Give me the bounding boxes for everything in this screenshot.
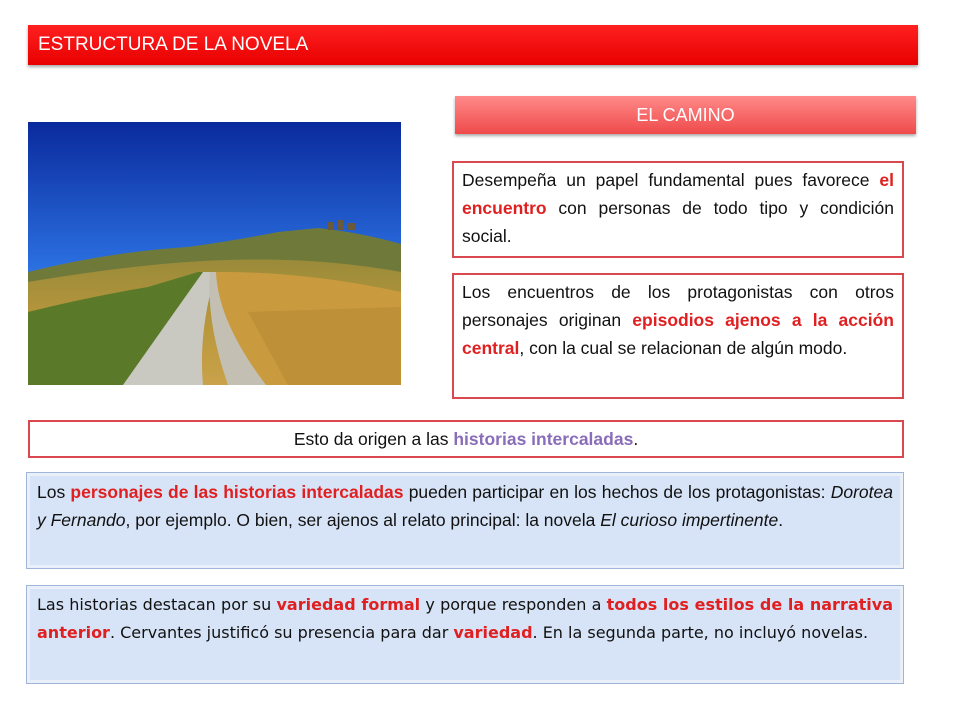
text-segment: Desempeña un papel fundamental pues favorece [462, 170, 880, 190]
text-segment: pueden participar en los hechos de los protagonistas: [403, 482, 831, 502]
highlight-personajes: personajes de las historias intercaladas [70, 482, 404, 502]
highlight-variedad-formal: variedad formal [276, 595, 421, 614]
text-segment: . [778, 510, 784, 530]
dirt-road-landscape-icon [28, 122, 401, 385]
text-segment: , por ejemplo. O bien, ser ajenos al relato principal: la novela [125, 510, 601, 530]
encuentros-box [452, 273, 904, 399]
text-segment: Esto da origen a las [293, 429, 454, 449]
text-segment: . [633, 429, 639, 449]
text-segment: . Cervantes justificó su presencia para dar [109, 623, 454, 642]
text-segment: Las historias destacan por su [37, 595, 277, 614]
highlight-episodios: episodios ajenos a la acción central [462, 310, 894, 358]
text-segment: con personas de todo tipo y condición social. [462, 198, 894, 246]
italic-curioso-impertinente: El curioso impertinente [600, 510, 779, 530]
historias-origin-box [28, 420, 904, 458]
section-label-el-camino: EL CAMINO [455, 96, 916, 134]
highlight-variedad: variedad [453, 623, 533, 642]
highlight-estilos: todos los estilos de la narrativa anterior [37, 595, 893, 642]
text-segment: . En la segunda parte, no incluyó novelas. [532, 623, 869, 642]
slide-title: ESTRUCTURA DE LA NOVELA [28, 25, 918, 65]
highlight-historias: historias intercaladas [453, 429, 634, 449]
text-segment: Los [37, 482, 71, 502]
variedad-box [26, 585, 904, 684]
camino-role-box [452, 161, 904, 258]
text-segment: Los encuentros de los protagonistas con otros personajes originan [462, 282, 894, 330]
text-segment: , con la cual se relacionan de algún modo. [519, 338, 848, 358]
highlight-encuentro: el encuentro [462, 170, 894, 218]
italic-dorotea-fernando: Dorotea y Fernando [37, 482, 893, 530]
personajes-box [26, 472, 904, 569]
text-segment: y porque responden a [420, 595, 607, 614]
